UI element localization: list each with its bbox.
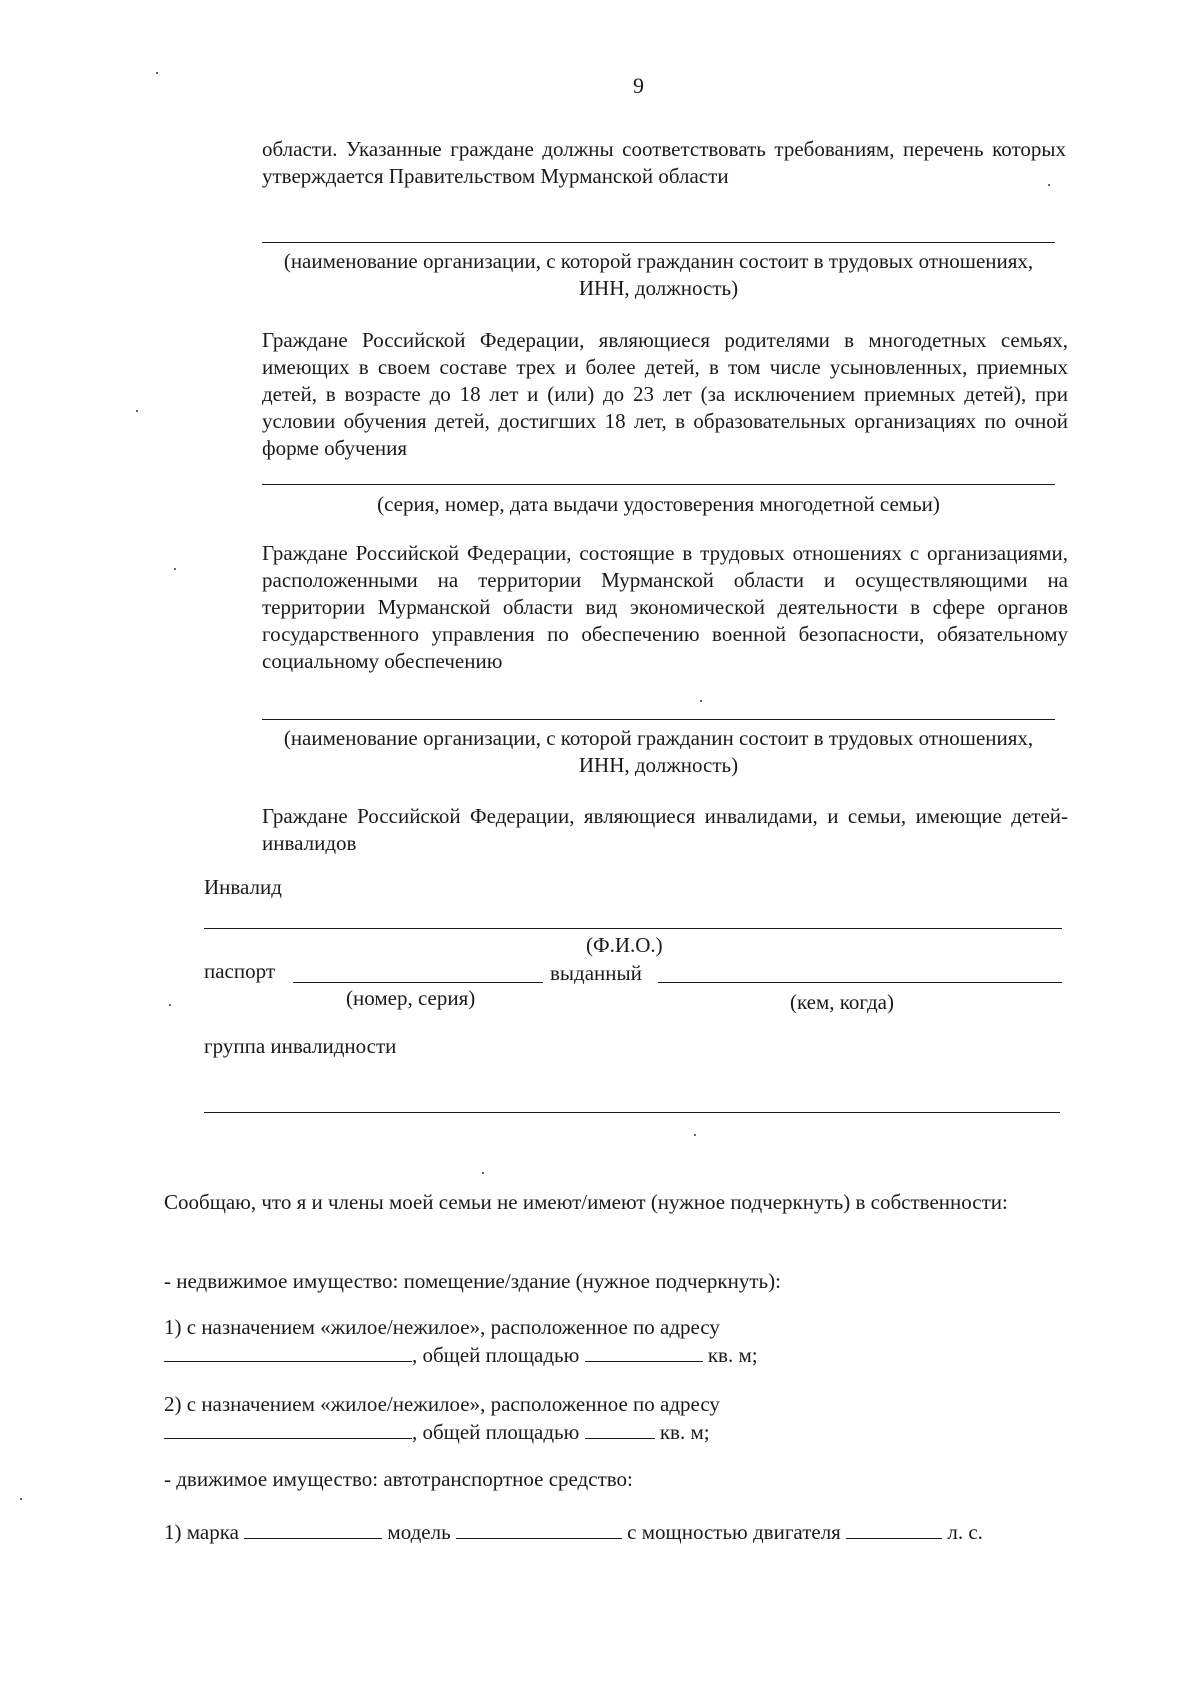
item1-line: 1) с назначением «жилое/нежилое», расположенное по адресу [164,1315,720,1339]
item2-address-blank [164,1418,412,1439]
scan-speck [169,1004,171,1006]
item2-area-row [164,1418,710,1446]
certificate-input-line [262,484,1055,485]
issued-label: выданный [550,961,642,985]
item2-area-label: , общей площадью [412,1420,580,1444]
disability-group-label: группа инвалидности [204,1034,397,1058]
scan-speck [136,410,138,412]
item2-area-blank [585,1418,655,1439]
scan-speck [700,700,702,702]
item1-area-label: , общей площадью [412,1343,580,1367]
power-blank [846,1518,942,1539]
brand-blank [244,1518,382,1539]
item1-unit: кв. м; [707,1343,758,1367]
model-label: модель [387,1520,451,1544]
vehicle-row [164,1518,983,1546]
scan-speck [20,1498,22,1500]
page-number: 9 [633,73,644,98]
passport-input-line [293,982,543,983]
org-input-line-1 [262,242,1055,243]
fio-caption: (Ф.И.О.) [586,933,663,957]
scan-speck [156,72,158,74]
real-estate-heading: - недвижимое имущество: помещение/здание (нужное подчеркнуть): [164,1269,781,1293]
fio-input-line [204,928,1062,929]
scan-speck [482,1172,484,1174]
passport-label: паспорт [204,959,276,983]
intro-paragraph: области. Указанные граждане должны соответствовать требованиям, перечень которых утверждается Правительством Мурманской области [262,137,1066,188]
disability-group-input-line [204,1112,1060,1113]
certificate-caption: (серия, номер, дата выдачи удостоверения многодетной семьи) [377,492,940,516]
disabled-paragraph: Граждане Российской Федерации, являющиеся инвалидами, и семьи, имеющие детей-инвалидов [262,804,1068,855]
number-series-caption: (номер, серия) [346,986,476,1010]
org-caption-2: (наименование организации, с которой гражданин состоит в трудовых отношениях, ИНН, должность) [283,726,1034,777]
employees-paragraph: Граждане Российской Федерации, состоящие в трудовых отношениях с организациями, расположенными на территории Мурманской области и осуществляющими на территории Мурманской области вид экономической деятельности в сфере органов государственного управления по обеспечению военной безопасности, обязательному социальному обеспечению [262,541,1068,673]
scan-speck [694,1134,696,1136]
issued-input-line [658,982,1062,983]
item1-address-blank [164,1341,412,1362]
item1-area-row [164,1341,758,1369]
org-caption-1: (наименование организации, с которой гражданин состоит в трудовых отношениях, ИНН, должность) [283,249,1034,300]
item1-area-blank [585,1341,703,1362]
who-when-caption: (кем, когда) [790,990,894,1014]
large-families-paragraph: Граждане Российской Федерации, являющиеся родителями в многодетных семьях, имеющих в своем составе трех и более детей, в том числе усыновленных, приемных детей, в возрасте до 18 лет и (или) до 23 лет (за исключением приемных детей), при условии обучения детей, достигших 18 лет, в образовательных организациях по очной форме обучения [262,328,1068,460]
item2-line: 2) с назначением «жилое/нежилое», расположенное по адресу [164,1392,720,1416]
disabled-label: Инвалид [204,875,282,899]
scan-speck [1048,184,1050,186]
org-input-line-2 [262,719,1055,720]
model-blank [456,1518,622,1539]
movable-heading: - движимое имущество: автотранспортное средство: [164,1467,633,1491]
hp-unit: л. с. [947,1520,983,1544]
power-label: с мощностью двигателя [627,1520,841,1544]
vehicle-brand-label: 1) марка [164,1520,239,1544]
scan-speck [174,568,176,570]
item2-unit: кв. м; [659,1420,710,1444]
ownership-statement: Сообщаю, что я и члены моей семьи не имеют/имеют (нужное подчеркнуть) в собственности: [164,1190,1008,1214]
